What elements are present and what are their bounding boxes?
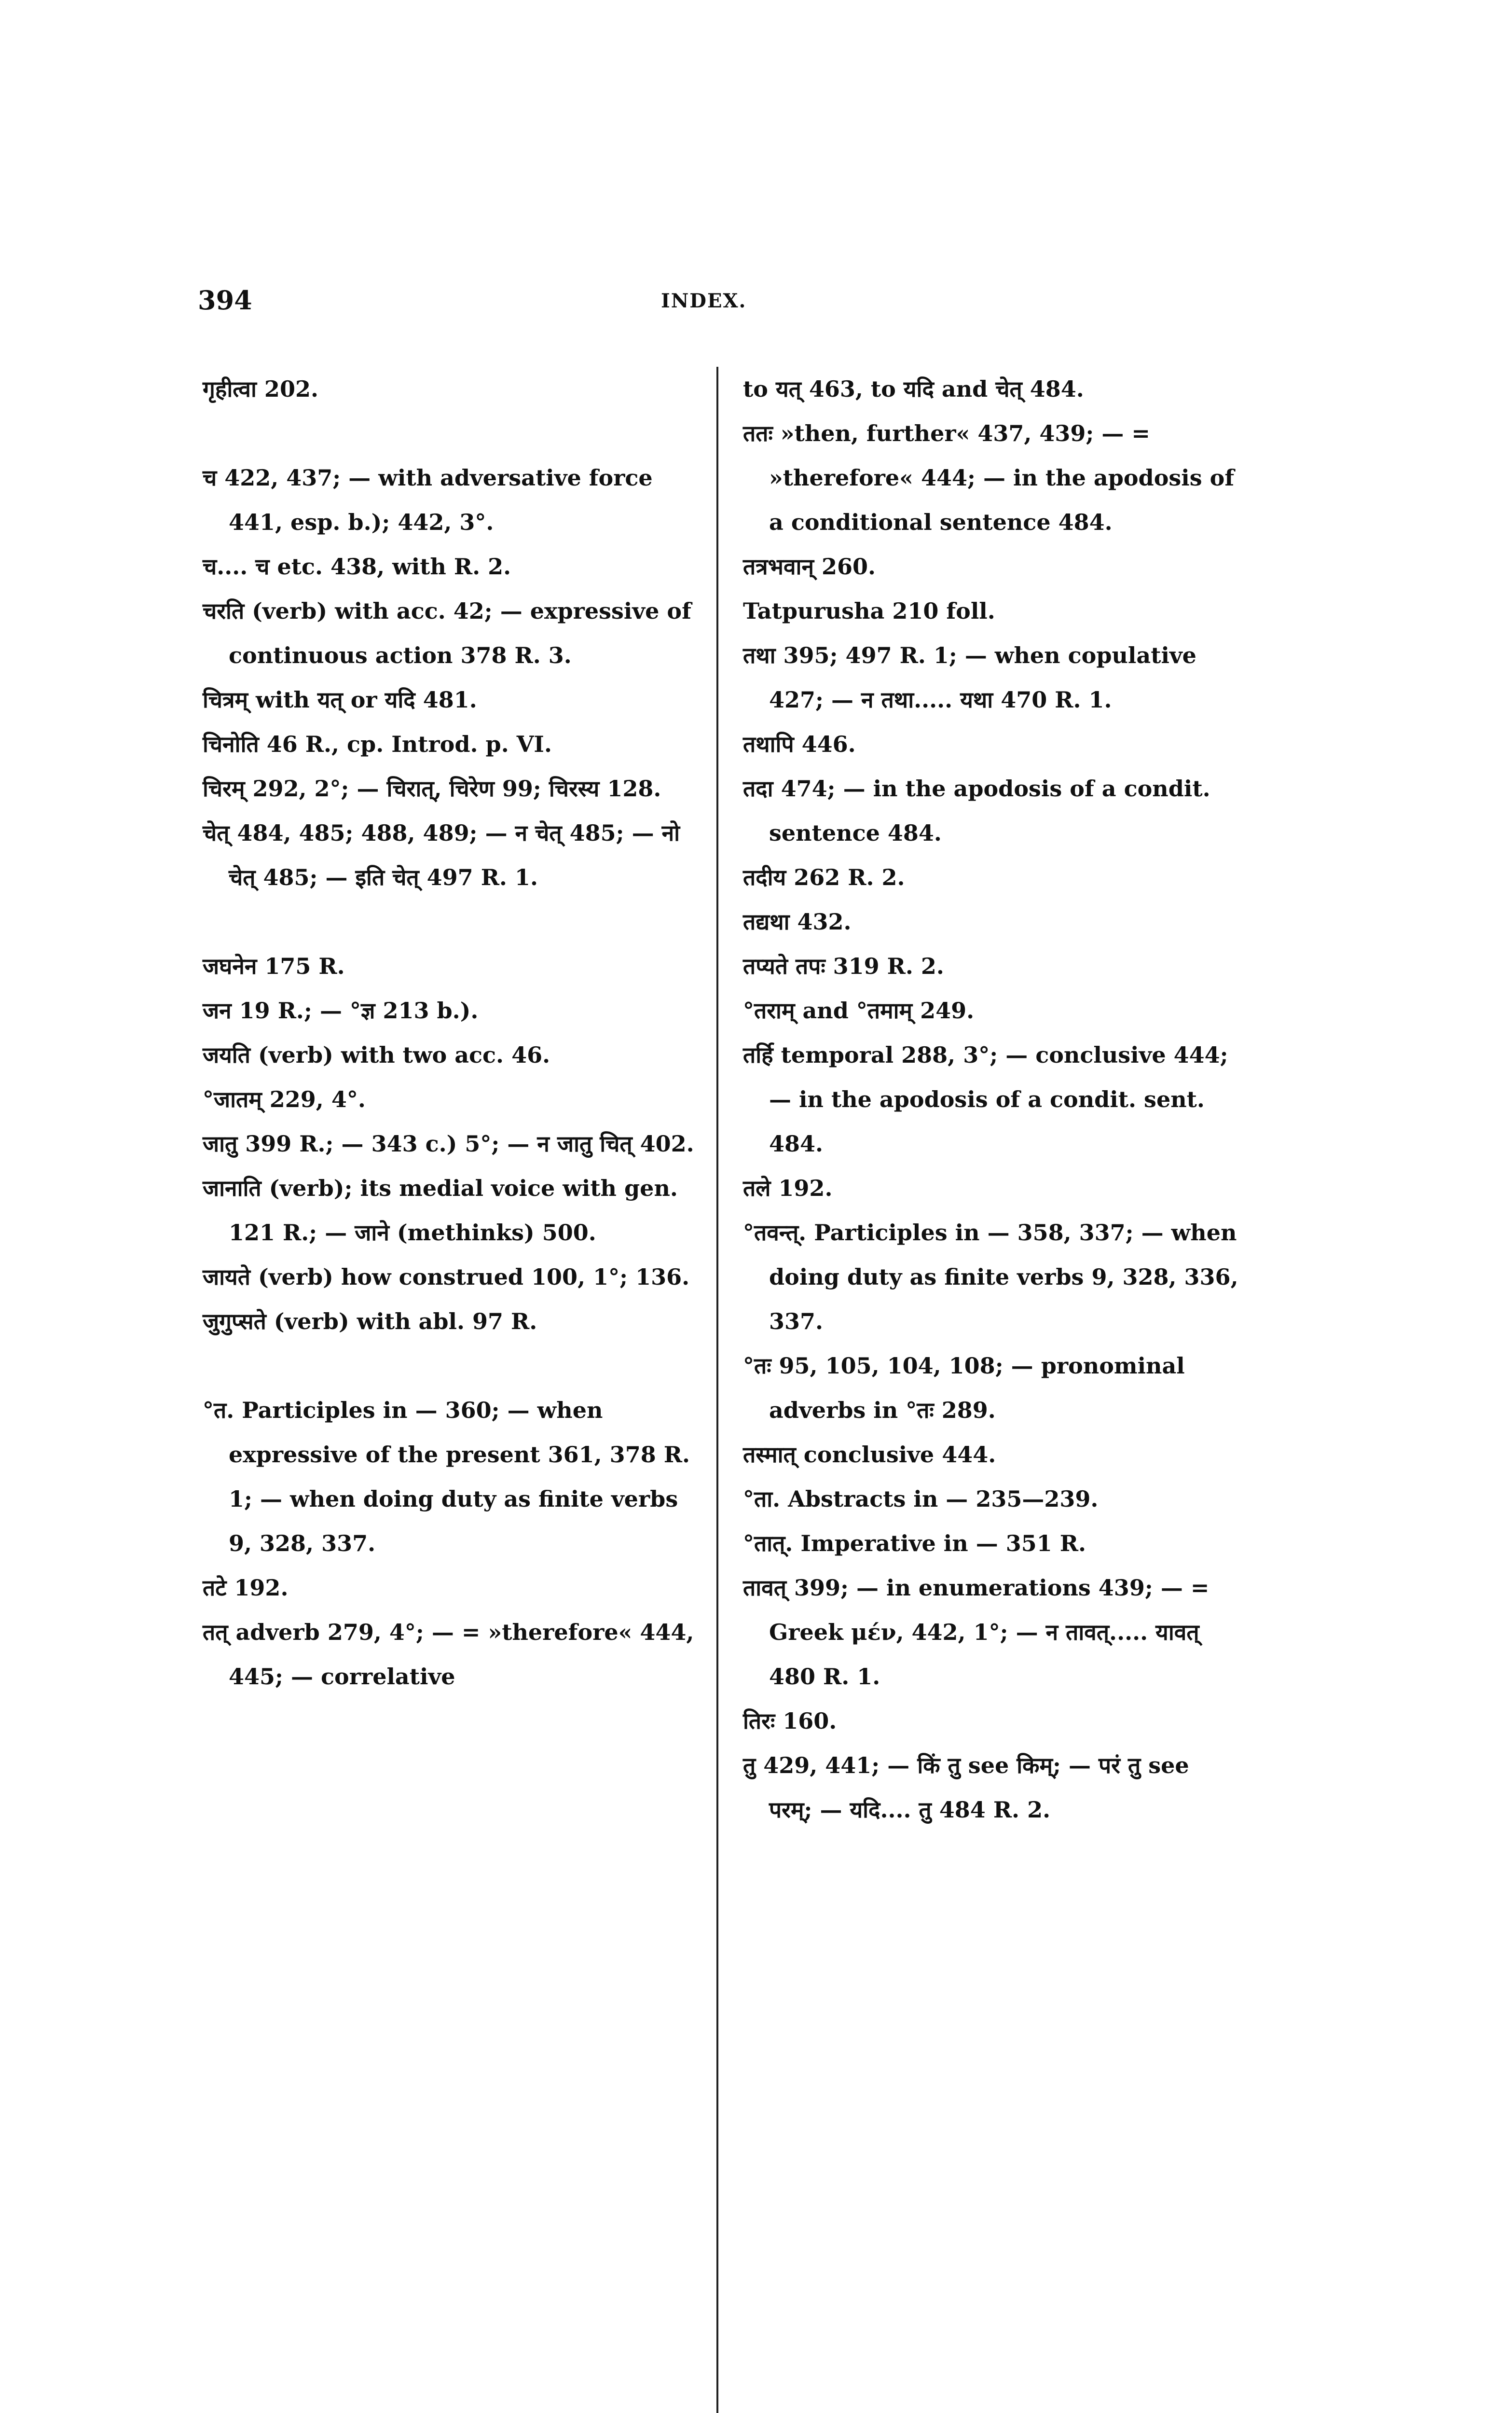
index-entry: तत् adverb 279, 4°; — = »therefore« 444, 445; — correlative: [203, 1619, 694, 1690]
index-entry: तद्यथा 432.: [743, 909, 852, 935]
index-entry: जायते (verb) how construed 100, 1°; 136.: [203, 1264, 690, 1290]
index-entry: तु 429, 441; — किं तु see किम्; — परं तु see परम्; — यदि.... तु 484 R. 2.: [743, 1752, 1189, 1823]
index-entry: जन 19 R.; — °ज्ञ 213 b.).: [203, 998, 479, 1024]
index-entry: तत्रभवान् 260.: [743, 554, 876, 580]
index-entry: °तात्. Imperative in — 351 R.: [743, 1530, 1086, 1556]
index-entry: गृहीत्वा 202.: [203, 376, 318, 402]
index-entry: तटे 192.: [203, 1575, 289, 1601]
index-entry: °त. Participles in — 360; — when expressive of the present 361, 378 R. 1; — when doing duty as finite verbs 9, 328, 337.: [203, 1397, 690, 1556]
index-entry: तप्यते तपः 319 R. 2.: [743, 953, 944, 979]
page-number: 394: [198, 285, 252, 316]
index-entry: तथा 395; 497 R. 1; — when copulative 427; — न तथा..... यथा 470 R. 1.: [743, 642, 1196, 713]
index-entry: च.... च etc. 438, with R. 2.: [203, 554, 511, 580]
index-entry: तले 192.: [743, 1175, 833, 1201]
index-entry: तावत् 399; — in enumerations 439; — = Greek μέν, 442, 1°; — न तावत्..... यावत् 480 R. 1.: [743, 1575, 1210, 1690]
entry-gap: [203, 1344, 700, 1388]
entry-gap: [203, 900, 700, 944]
index-entry: °तः 95, 105, 104, 108; — pronominal adverbs in °तः 289.: [743, 1353, 1185, 1423]
index-columns: [203, 367, 1238, 2408]
index-entry: तिरः 160.: [743, 1708, 837, 1734]
index-entry: चिनोति 46 R., cp. Introd. p. VI.: [203, 731, 552, 757]
index-entry: जानाति (verb); its medial voice with gen. 121 R.; — जाने (methinks) 500.: [203, 1175, 678, 1246]
index-entry: चेत् 484, 485; 488, 489; — न चेत् 485; — नो चेत् 485; — इति चेत् 497 R. 1.: [203, 820, 680, 890]
right-column: [743, 367, 1240, 1832]
index-entry: °तराम् and °तमाम् 249.: [743, 998, 975, 1024]
index-entry: Tatpurusha 210 foll.: [743, 598, 995, 624]
index-entry: च 422, 437; — with adversative force 441, esp. b.); 442, 3°.: [203, 465, 653, 535]
index-entry: तर्हि temporal 288, 3°; — conclusive 444; — in the apodosis of a condit. sent. 484.: [743, 1042, 1228, 1157]
running-head: INDEX.: [661, 290, 747, 312]
index-entry: तदा 474; — in the apodosis of a condit. sentence 484.: [743, 776, 1210, 846]
index-entry: चरति (verb) with acc. 42; — expressive of continuous action 378 R. 3.: [203, 598, 691, 668]
entry-gap: [203, 411, 700, 456]
index-entry: जघनेन 175 R.: [203, 953, 345, 979]
index-entry: जातु 399 R.; — 343 c.) 5°; — न जातु चित् 402.: [203, 1131, 694, 1157]
index-entry: °ता. Abstracts in — 235—239.: [743, 1486, 1099, 1512]
left-column: [203, 367, 700, 1699]
index-entry: तस्मात् conclusive 444.: [743, 1442, 996, 1468]
index-entry: °जातम् 229, 4°.: [203, 1086, 366, 1112]
index-entry: चित्रम् with यत् or यदि 481.: [203, 687, 477, 713]
page-header: [198, 285, 1259, 323]
index-entry: to यत् 463, to यदि and चेत् 484.: [743, 376, 1084, 402]
index-entry: तथापि 446.: [743, 731, 856, 757]
column-divider: [716, 367, 718, 2413]
index-entry: °तवन्त्. Participles in — 358, 337; — when doing duty as finite verbs 9, 328, 336, 337.: [743, 1220, 1238, 1334]
index-entry: चिरम् 292, 2°; — चिरात्, चिरेण 99; चिरस्य 128.: [203, 776, 661, 802]
index-entry: ततः »then, further« 437, 439; — = »therefore« 444; — in the apodosis of a conditional sentence 484.: [743, 420, 1235, 535]
index-entry: जयति (verb) with two acc. 46.: [203, 1042, 550, 1068]
index-entry: जुगुप्सते (verb) with abl. 97 R.: [203, 1308, 537, 1334]
index-entry: तदीय 262 R. 2.: [743, 864, 905, 890]
